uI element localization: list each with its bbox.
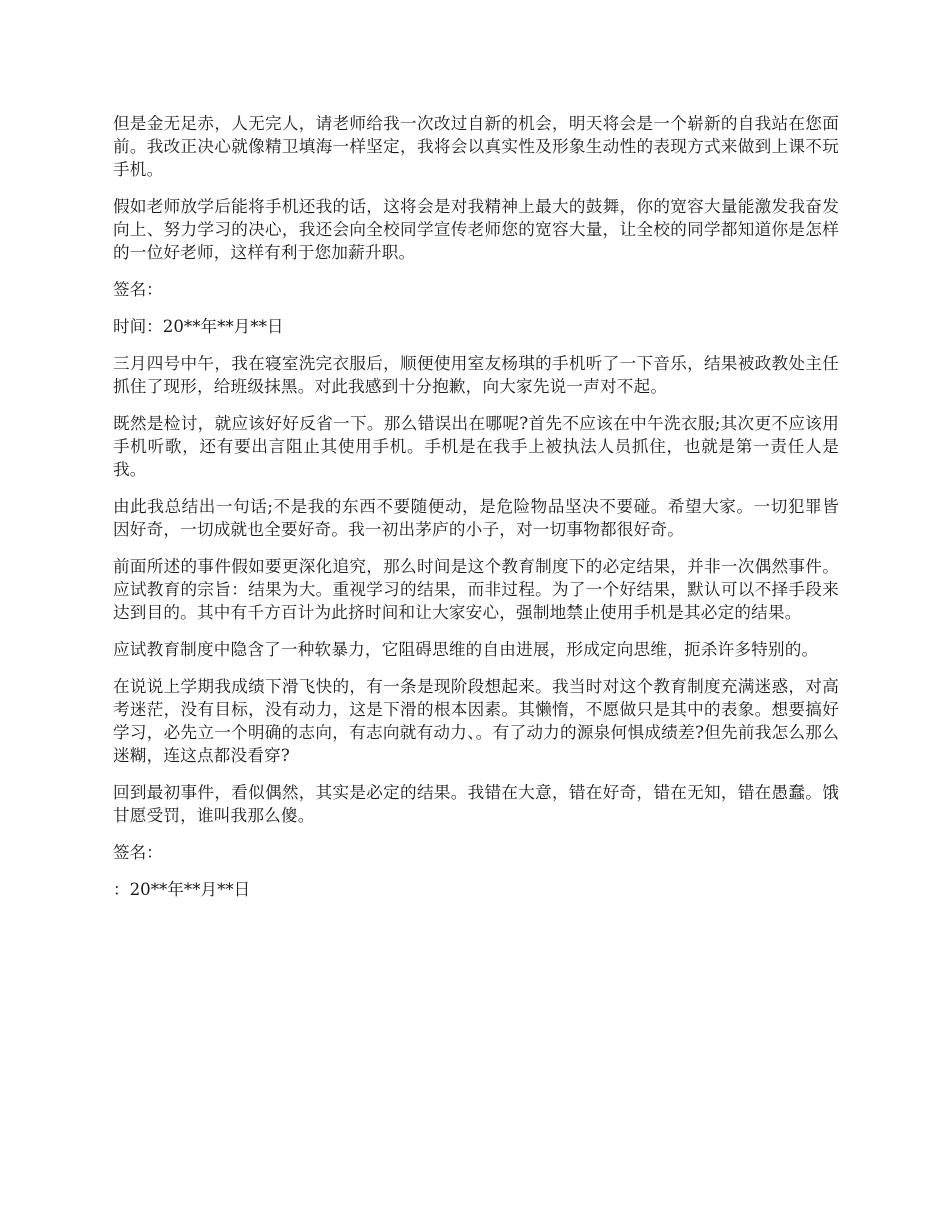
paragraph-grades-decline: 在说说上学期我成绩下滑飞快的，有一条是现阶段想起来。我当时对这个教育制度充满迷惑，对高考迷茫，没有目标，没有动力，这是下滑的根本因素。其懒惰，不愿做只是其中的表象。想要搞好学习，必先立一个明确的志向，有志向就有动力、。有了动力的源泉何惧成绩差?但先前我怎么那么迷糊，连这点都没看穿? (113, 677, 839, 765)
paragraph-final-admission: 回到最初事件，看似偶然，其实是必定的结果。我错在大意，错在好奇，错在无知，错在愚蠢。饿甘愿受罚，谁叫我那么傻。 (113, 783, 839, 825)
paragraph-apology-chance: 但是金无足赤，人无完人，请老师给我一次改过自新的机会，明天将会是一个崭新的自我站在您面前。我改正决心就像精卫填海一样坚定，我将会以真实性及形象生动性的表现方式来做到上课不玩手机。 (113, 114, 839, 179)
signature-label-2: 签名： (113, 843, 163, 862)
paragraph-reflection: 既然是检讨，就应该好好反省一下。那么错误出在哪呢?首先不应该在中午洗衣服;其次更不应该用手机听歌，还有要出言阻止其使用手机。手机是在我手上被执法人员抓住，也就是第一责任人是我。 (113, 414, 839, 479)
date-line-2: ：20**年**月**日 (113, 880, 251, 899)
paragraph-return-phone-request: 假如老师放学后能将手机还我的话，这将会是对我精神上最大的鼓舞，你的宽容大量能激发我奋发向上、努力学习的决心，我还会向全校同学宣传老师您的宽容大量，让全校的同学都知道你是怎样的一位好老师，这样有利于您加薪升职。 (113, 197, 839, 262)
paragraph-soft-violence: 应试教育制度中隐含了一种软暴力，它阻碍思维的自由进展，形成定向思维，扼杀许多特别的。 (113, 640, 819, 659)
paragraph-incident: 三月四号中午，我在寝室洗完衣服后，顺便使用室友杨琪的手机听了一下音乐，结果被政教处主任抓住了现形，给班级抹黑。对此我感到十分抱歉，向大家先说一声对不起。 (113, 354, 839, 396)
date-line-1: 时间：20**年**月**日 (113, 317, 284, 336)
paragraph-education-system: 前面所述的事件假如要更深化追究，那么时间是这个教育制度下的必定结果，并非一次偶然事件。应试教育的宗旨：结果为大。重视学习的结果，而非过程。为了一个好结果，默认可以不择手段来达到目的。其中有千方百计为此挤时间和让大家安心，强制地禁止使用手机是其必定的结果。 (113, 557, 839, 622)
paragraph-conclusion-saying: 由此我总结出一句话;不是我的东西不要随便动，是危险物品坚决不要碰。希望大家。一切犯罪皆因好奇，一切成就也全要好奇。我一初出茅庐的小子，对一切事物都很好奇。 (113, 497, 839, 539)
signature-label-1: 签名： (113, 280, 163, 299)
document-body (113, 112, 839, 915)
